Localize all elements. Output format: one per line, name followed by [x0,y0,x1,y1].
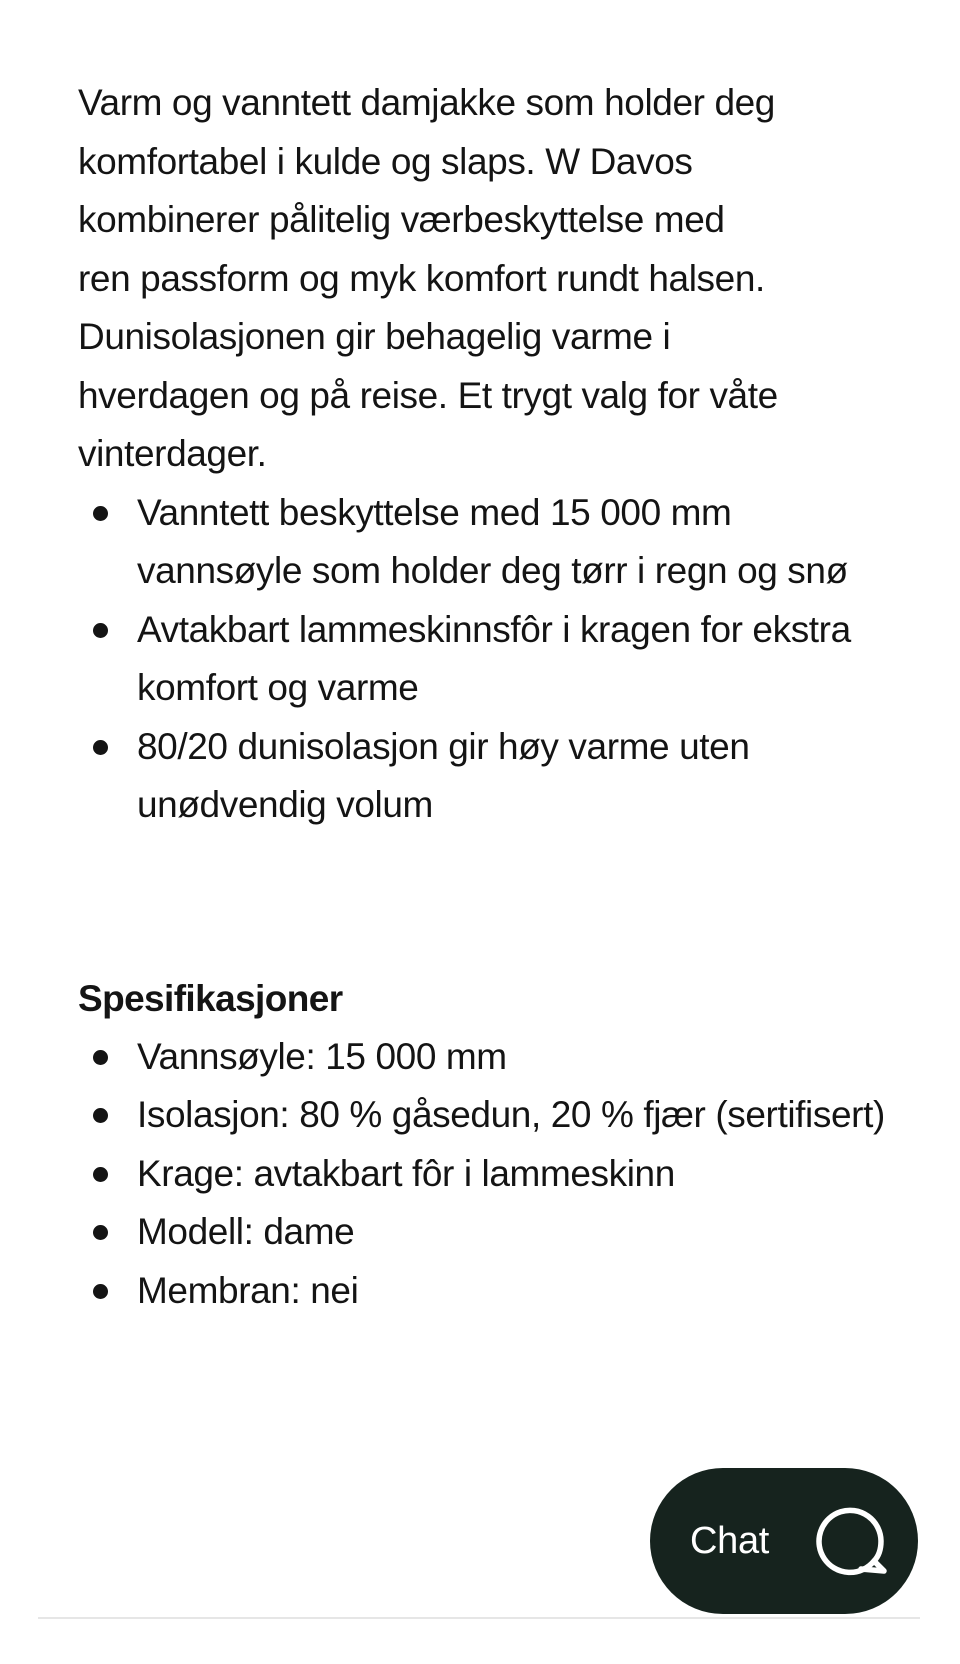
divider [38,1617,920,1619]
product-description-section [78,74,888,1320]
spec-item: Modell: dame [78,1203,888,1262]
description-line: vinterdager. [78,433,267,474]
feature-item: Avtakbart lammeskinnsfôr i kragen for ekstra komfort og varme [78,601,888,718]
spec-item: Membran: nei [78,1262,888,1321]
chat-bubble-icon [810,1501,890,1581]
spec-item: Krage: avtakbart fôr i lammeskinn [78,1145,888,1204]
description-line: komfortabel i kulde og slaps. W Davos [78,140,693,182]
description-line: Varm og vanntett damjakke som holder deg [78,82,775,123]
specs-heading: Spesifikasjoner [78,977,343,1019]
spec-item: Vannsøyle: 15 000 mm [78,1028,888,1087]
specs-list [78,1028,888,1321]
chat-button[interactable] [650,1468,918,1614]
chat-label: Chat [690,1519,770,1562]
description-line: kombinerer pålitelig værbeskyttelse med [78,199,725,240]
spec-item: Isolasjon: 80 % gåsedun, 20 % fjær (sertifisert) [78,1086,888,1145]
feature-item: Vanntett beskyttelse med 15 000 mm vannsøyle som holder deg tørr i regn og snø [78,484,888,601]
product-description [78,74,888,484]
feature-list [78,484,888,835]
description-line: ren passform og myk komfort rundt halsen. [78,257,765,299]
description-line: Dunisolasjonen gir behagelig varme i [78,316,671,357]
description-line: hverdagen og på reise. Et trygt valg for våte [78,374,778,416]
feature-item: 80/20 dunisolasjon gir høy varme uten unødvendig volum [78,718,888,835]
